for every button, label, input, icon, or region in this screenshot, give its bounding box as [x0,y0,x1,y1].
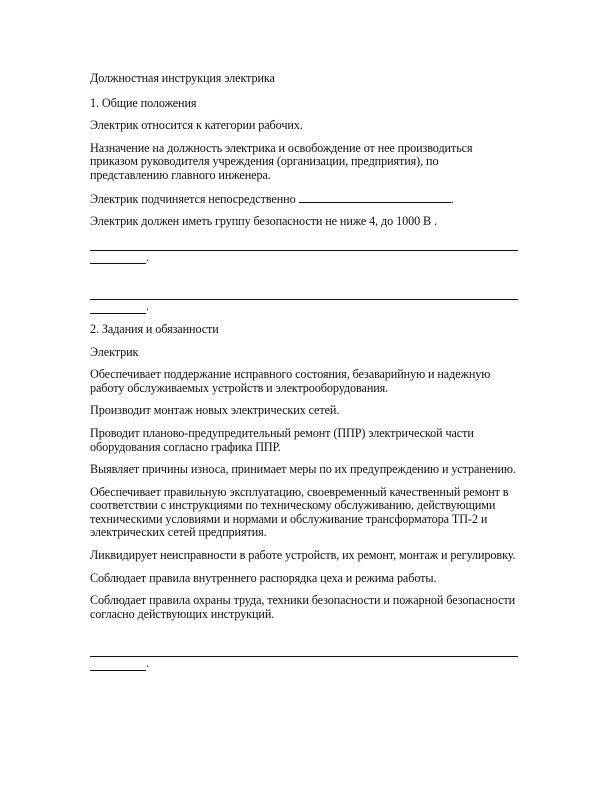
subordination-text: Электрик подчиняется непосредственно [90,191,296,206]
spacer [90,273,518,287]
subordination-blank-line[interactable] [299,192,451,203]
blank-line-full [90,644,518,657]
blank-period: . [146,656,149,671]
blank-field-2[interactable] [90,287,518,314]
duty-item-6: Ликвидирует неисправности в работе устройств, их ремонт, монтаж и регулировку. [90,548,516,563]
blank-field-1[interactable] [90,238,518,265]
paragraph-subordination [90,192,518,207]
duty-item-7: Соблюдает правила внутреннего распорядка цеха и режима работы. [90,570,437,585]
subordination-period: . [450,191,454,206]
blank-period: . [146,249,149,264]
duty-item-8: Соблюдает правила охраны труда, техники безопасности и пожарной безопасности согласно действующих инструкций. [90,593,516,621]
paragraph-appointment: Назначение на должность электрика и освобождение от нее производиться приказом руководителя учреждения (организации, предприятия), по представлению главного инженера. [90,140,473,182]
document-title: Должностная инструкция электрика [90,71,275,85]
section-heading-general: 1. Общие положения [90,95,197,110]
blank-line-short [90,301,146,314]
duty-item-2: Производит монтаж новых электрических сетей. [90,403,340,418]
blank-line-full [90,238,518,251]
duty-item-3: Проводит планово-предупредительный ремонт (ППР) электрической части оборудования согласно графика ППР. [90,425,474,454]
blank-line-short [90,658,146,671]
document-page [90,72,518,680]
section-heading-duties: 2. Задания и обязанности [90,321,219,336]
duty-item-5: Обеспечивает правильную эксплуатацию, своевременный качественный ремонт в соответствии с инструкциями по техническому обслуживанию, действующими техническими условиями и нормами и обслуживание трансформатора ТП-2 и электрических сетей предприятия. [90,484,509,540]
blank-field-3[interactable] [90,644,518,671]
duties-intro: Электрик [90,344,139,359]
spacer [90,630,518,644]
duty-item-4: Выявляет причины износа, принимает меры по их предупреждению и устранению. [90,462,516,477]
paragraph-category: Электрик относится к категории рабочих. [90,118,303,133]
paragraph-safety-group: Электрик должен иметь группу безопасности не ниже 4, до 1000 В . [90,214,437,229]
blank-period: . [146,299,149,314]
duty-item-1: Обеспечивает поддержание исправного состояния, безаварийную и надежную работу обслуживаемых устройств и электрооборудования. [90,367,491,395]
blank-line-short [90,251,146,264]
blank-line-full [90,287,518,300]
